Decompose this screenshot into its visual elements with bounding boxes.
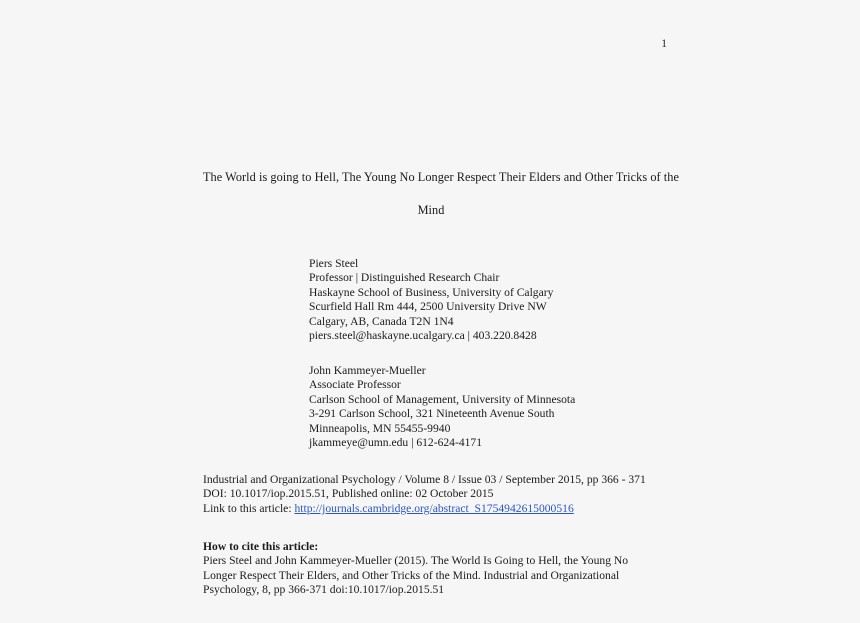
publication-link-label: Link to this article: (203, 501, 295, 515)
how-to-cite-block (203, 540, 640, 598)
publication-doi-line: DOI: 10.1017/iop.2015.51, Published online: 02 October 2015 (203, 487, 494, 501)
author-role: Associate Professor (309, 378, 401, 392)
author-affiliation: Haskayne School of Business, University of Calgary (309, 285, 554, 299)
how-to-cite-heading: How to cite this article: (203, 540, 319, 553)
page-number: 1 (661, 38, 667, 50)
author-affiliation: Carlson School of Management, University of Minnesota (309, 392, 576, 406)
page-title (203, 161, 679, 227)
author-address-1: Scurfield Hall Rm 444, 2500 University Drive NW (309, 300, 547, 314)
author-contact: jkammeye@umn.edu | 612-624-4171 (309, 436, 483, 450)
author-address-1: 3-291 Carlson School, 321 Nineteenth Avenue South (309, 407, 555, 421)
page-title-line-1: The World is going to Hell, The Young No Longer Respect Their Elders and Other Tricks of the (203, 170, 679, 184)
author-address-2: Minneapolis, MN 55455-9940 (309, 421, 451, 435)
how-to-cite-body: Piers Steel and John Kammeyer-Mueller (2015). The World Is Going to Hell, the Young No Longer Respect Their Elders, and Other Tricks of the Mind. Industrial and Organizational Psychology, 8, pp 366-371 doi:10.1017/iop.2015.51 (203, 554, 629, 597)
author-block-primary (309, 257, 553, 343)
publication-link-line (203, 502, 673, 516)
author-name: John Kammeyer-Mueller (309, 364, 426, 377)
article-link[interactable]: http://journals.cambridge.org/abstract_S1754942615000516 (294, 501, 574, 515)
publication-source-line: Industrial and Organizational Psychology / Volume 8 / Issue 03 / September 2015, pp 366 - 371 (203, 473, 646, 486)
author-contact: piers.steel@haskayne.ucalgary.ca | 403.220.8428 (309, 329, 537, 343)
page-title-line-2: Mind (417, 203, 445, 217)
author-block-secondary (309, 364, 575, 450)
publication-info (203, 473, 673, 516)
author-role: Professor | Distinguished Research Chair (309, 271, 500, 285)
author-name: Piers Steel (309, 257, 359, 270)
author-address-2: Calgary, AB, Canada T2N 1N4 (309, 314, 454, 328)
